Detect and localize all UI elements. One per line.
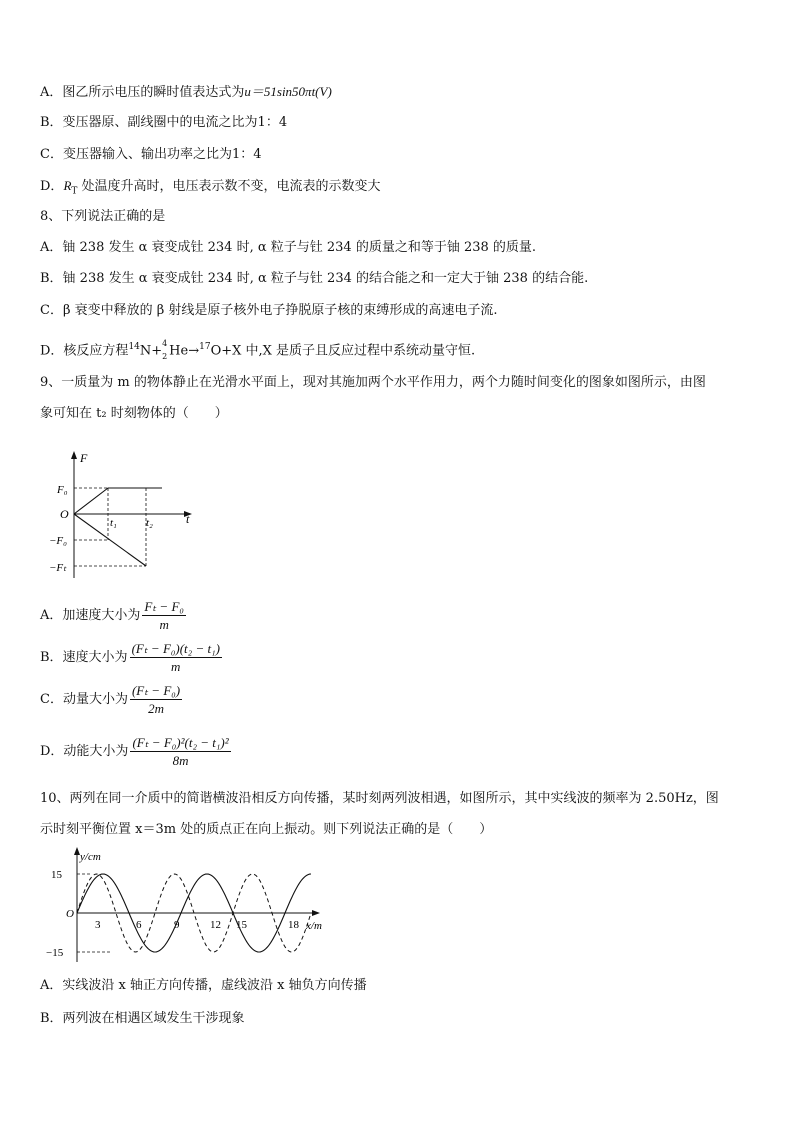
q9-option-b-numerator: (Fₜ − F₀)(t₂ − t₁) (131, 641, 220, 656)
q7-option-a (40, 83, 332, 102)
q10-x-tick-15: 15 (236, 919, 247, 931)
q10-x-arrow (312, 910, 320, 916)
q8-option-c: C．β 衰变中释放的 β 射线是原子核外电子挣脱原子核的束缚形成的高速电子流. (40, 303, 498, 318)
q7-option-d-rt-sub: T (71, 186, 78, 197)
q7-option-d-prefix: D． (40, 179, 64, 194)
q10-axis-x-label: x/m (306, 920, 322, 932)
q10-y-tick-15: 15 (51, 869, 62, 881)
q9-option-d (40, 734, 231, 769)
q7-option-a-formula: u＝51sin50πt(V) (244, 84, 332, 99)
q8-he-symbol: He→ (169, 343, 200, 359)
q9-option-a-label: A．加速度大小为 (40, 607, 141, 623)
q10-stem-line1: 10、两列在同一介质中的简谐横波沿相反方向传播，某时刻两列波相遇，如图所示，其中实线波的频率为 2.50Hz，图 (40, 791, 719, 806)
q7-option-c: C．变压器输入、输出功率之比为1：4 (40, 147, 262, 162)
q9-option-c-label: C．动量大小为 (40, 691, 128, 707)
q9-option-b-label: B．速度大小为 (40, 649, 128, 665)
q10-x-tick-3: 3 (95, 919, 101, 931)
q10-x-tick-12: 12 (210, 919, 221, 931)
q10-origin-label: O (66, 908, 74, 920)
q10-x-tick-6: 6 (136, 919, 142, 931)
q9-axis-t-label: t (186, 512, 190, 526)
q8-option-d (40, 338, 475, 360)
q9-option-c-numerator: (Fₜ − F₀) (131, 683, 181, 698)
q10-wave-graph (40, 846, 340, 966)
q8-n-symbol: N+ (139, 343, 163, 359)
q9-option-d-label: D．动能大小为 (40, 743, 129, 759)
q9-option-b-fraction (130, 640, 222, 675)
q10-y-tick-neg15: −15 (46, 947, 64, 959)
q9-t2-label: t₂ (146, 517, 153, 529)
q9-option-c-denominator: 2m (148, 701, 164, 716)
q9-f0-label: F₀ (57, 484, 68, 496)
q9-option-a-denominator: m (159, 617, 169, 632)
q9-stem-line1: 9、一质量为 m 的物体静止在光滑水平面上，现对其施加两个水平作用力，两个力随时间变化的图象如图所示，由图 (40, 375, 706, 390)
q7-option-d-rest: 处温度升高时，电压表示数不变，电流表的示数变大 (77, 179, 381, 194)
q9-origin-label: O (60, 507, 69, 521)
q9-neg-f0-label: −F₀ (49, 535, 67, 547)
q10-axis-y-label: y/cm (80, 851, 101, 863)
q9-option-d-denominator: 8m (172, 753, 189, 768)
q9-option-d-numerator: (Fₜ − F₀)²(t₂ − t₁)² (132, 735, 229, 750)
q9-option-a-numerator: Fₜ − F₀ (144, 599, 184, 614)
q8-he-nuclide (162, 339, 169, 362)
q9-neg-ft-label: −Fₜ (49, 562, 67, 574)
q10-option-a: A．实线波沿 x 轴正方向传播，虚线波沿 x 轴负方向传播 (40, 978, 367, 993)
q9-stem-line2: 象可知在 t₂ 时刻物体的（ ） (40, 406, 228, 421)
q7-option-d (40, 177, 381, 201)
q8-he-z: 2 (162, 352, 168, 362)
q9-option-c-fraction (130, 682, 182, 717)
q9-t1-label: t₁ (110, 517, 117, 529)
q10-stem-line2: 示时刻平衡位置 x＝3m 处的质点正在向上振动。则下列说法正确的是（ ） (40, 822, 493, 837)
q10-x-tick-9: 9 (174, 919, 180, 931)
q9-option-a (40, 598, 186, 633)
q8-n-mass: 14 (128, 342, 140, 352)
q9-y-arrow (71, 451, 77, 459)
q8-he-mass: 4 (162, 339, 168, 349)
q9-force-time-graph (40, 448, 210, 588)
q8-option-d-rest: O+X 中,X 是质子且反应过程中系统动量守恒. (210, 343, 476, 359)
q8-option-d-prefix: D．核反应方程 (40, 343, 129, 359)
q7-option-a-text: A．图乙所示电压的瞬时值表达式为 (40, 85, 245, 100)
q9-option-b (40, 640, 222, 675)
q8-o-mass: 17 (199, 342, 211, 352)
q9-option-b-denominator: m (171, 659, 181, 674)
q7-option-d-rt: R (63, 178, 72, 193)
q7-option-b: B．变压器原、副线圈中的电流之比为1：4 (40, 115, 288, 130)
q10-x-ticks (95, 919, 300, 931)
q10-x-tick-18: 18 (288, 919, 299, 931)
q9-option-c (40, 682, 182, 717)
q8-option-b: B．铀 238 发生 α 衰变成钍 234 时, α 粒子与钍 234 的结合能之和一定大于铀 238 的结合能. (40, 271, 589, 286)
q8-option-a: A．铀 238 发生 α 衰变成钍 234 时, α 粒子与钍 234 的质量之和等于铀 238 的质量. (40, 240, 537, 255)
q9-axis-f-label: F (80, 451, 88, 465)
q9-option-d-fraction (130, 734, 230, 769)
q9-option-a-fraction (142, 598, 186, 633)
q10-option-b: B．两列波在相遇区域发生干涉现象 (40, 1011, 245, 1026)
q8-stem: 8、下列说法正确的是 (40, 209, 166, 224)
q9-force-1-line (74, 488, 162, 514)
